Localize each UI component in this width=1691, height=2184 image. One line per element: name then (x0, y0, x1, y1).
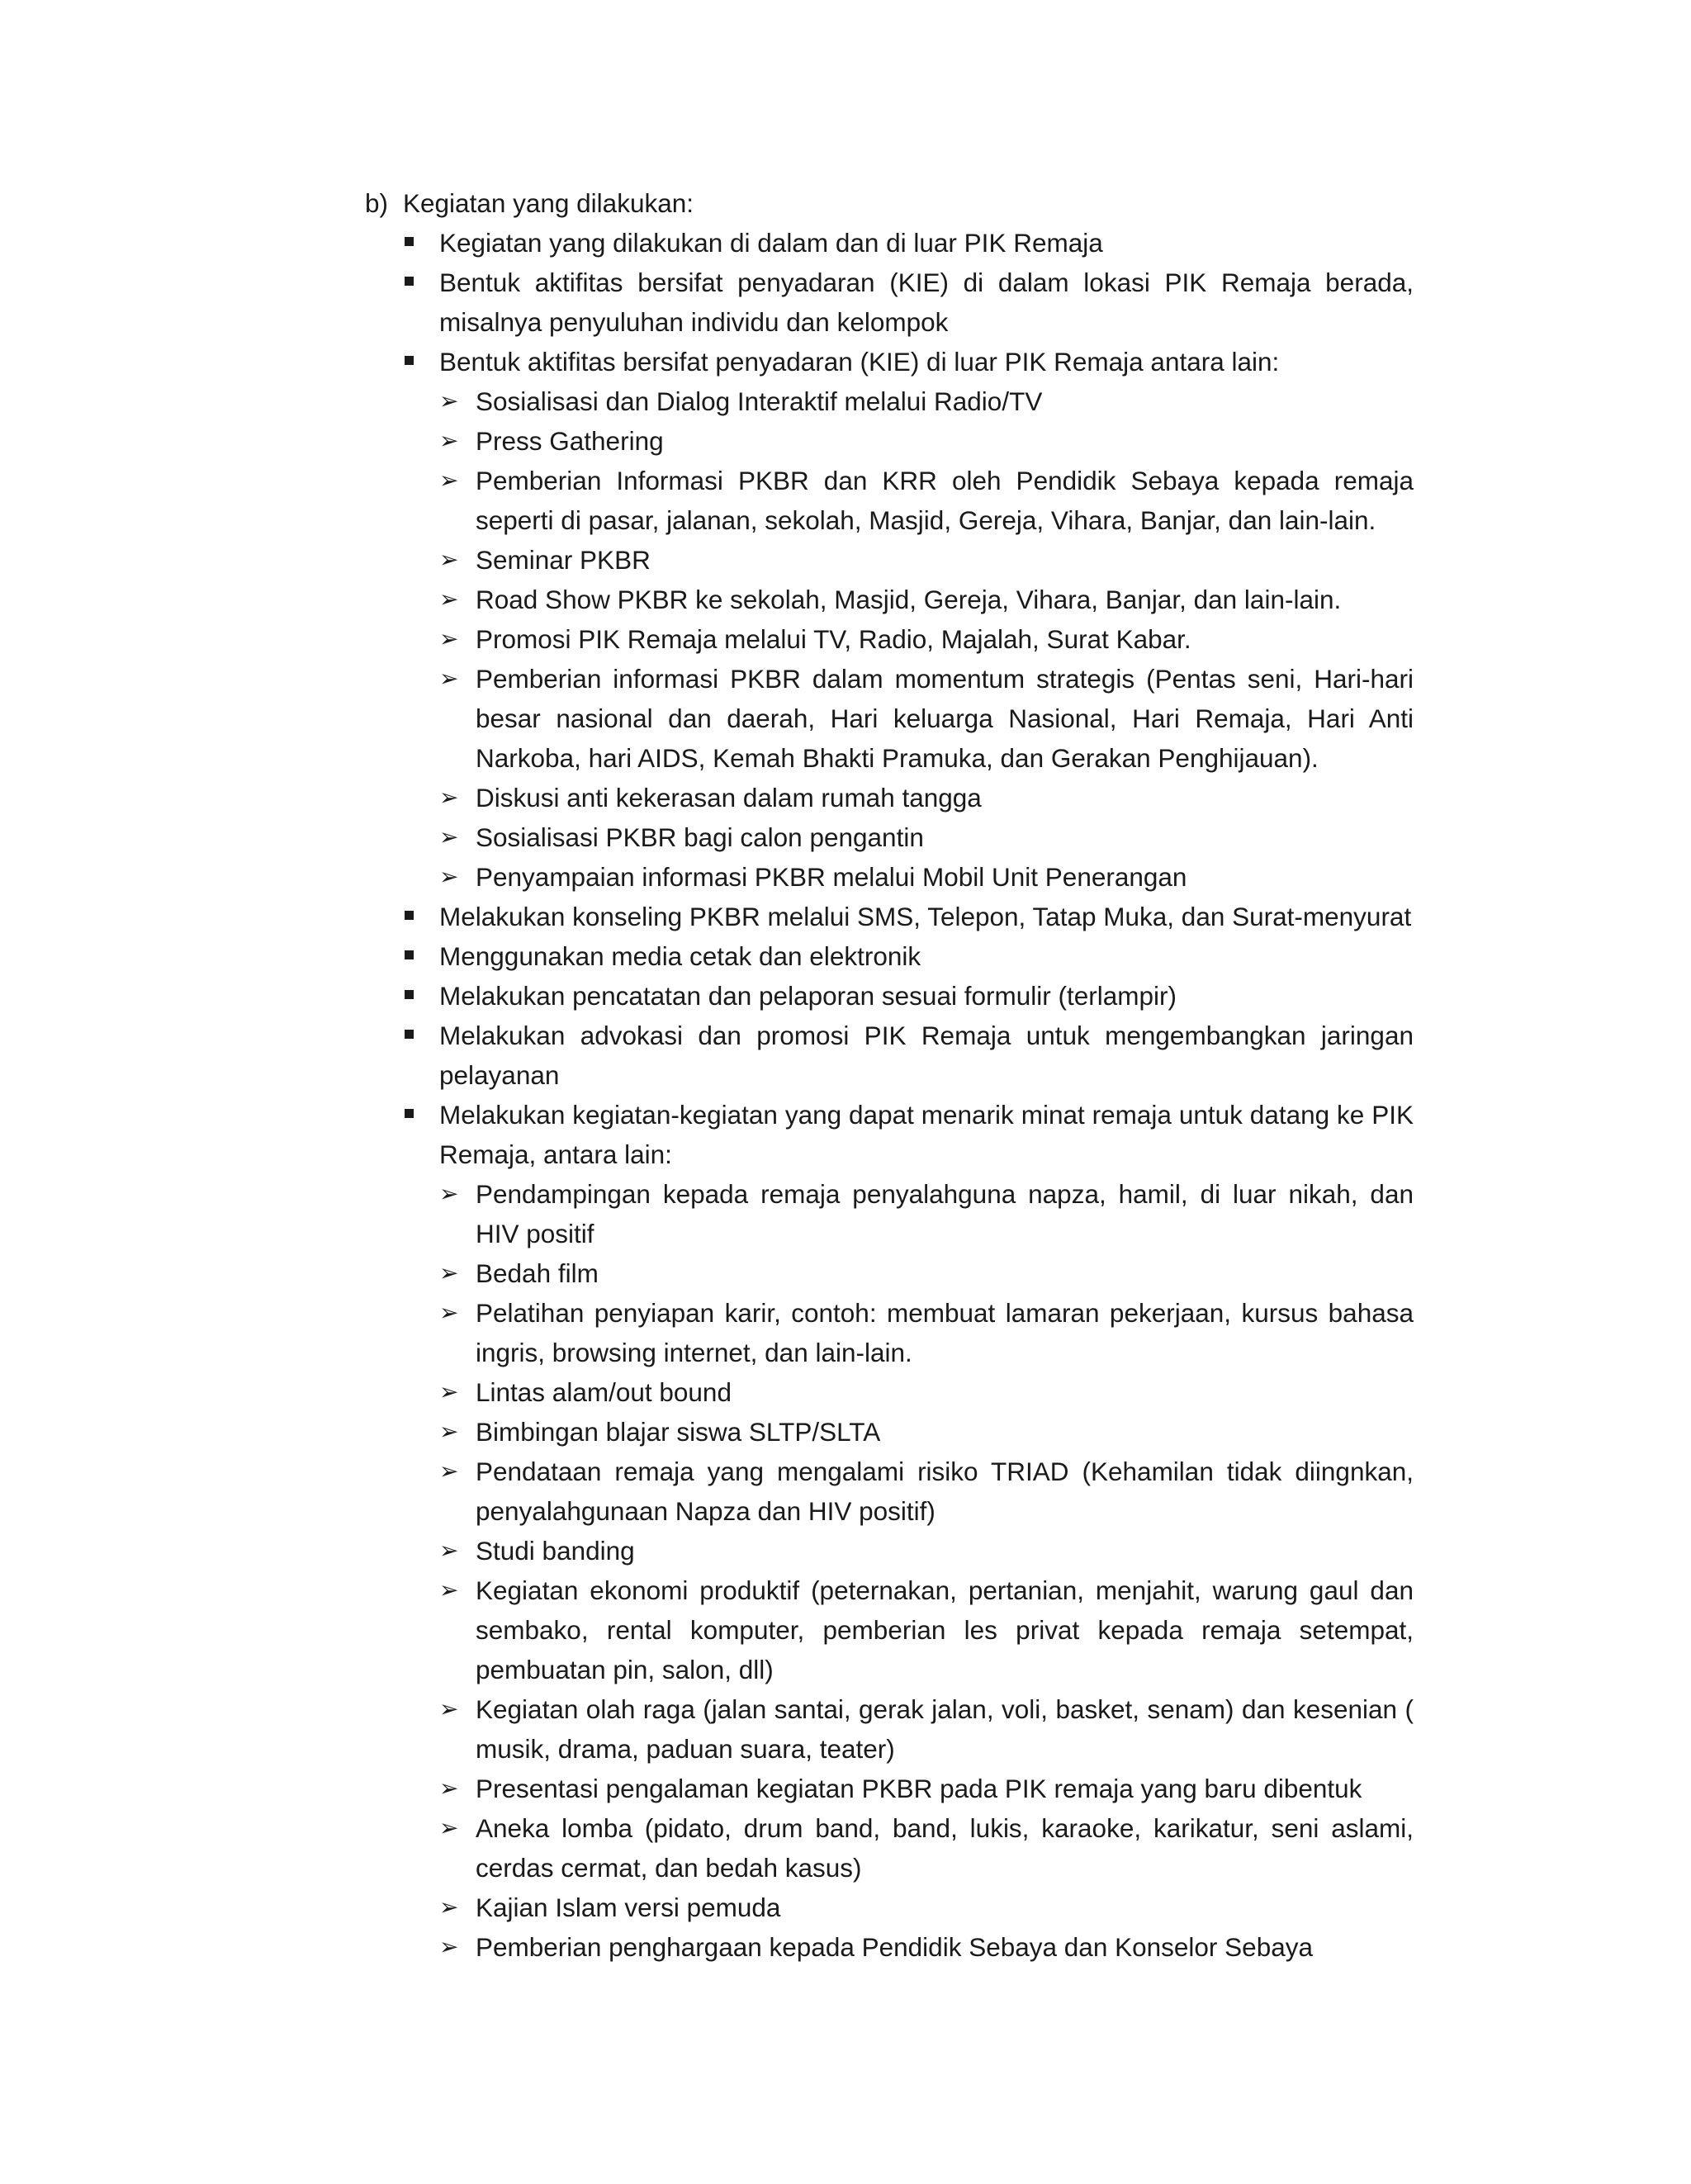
sub-list-item (439, 461, 1414, 540)
sub-list-item (439, 1412, 1414, 1452)
arrow-bullet-icon: ➢ (439, 1814, 459, 1841)
sub-list-item (439, 1174, 1414, 1253)
arrow-bullet-icon: ➢ (439, 585, 459, 613)
arrow-bullet-icon: ➢ (439, 625, 459, 652)
list-item-text: Presentasi pengalaman kegiatan PKBR pada PIK remaja yang baru dibentuk (476, 1774, 1362, 1803)
list-item-text: Kegiatan olah raga (jalan santai, gerak jalan, voli, basket, senam) dan kesenian ( musik, drama, paduan suara, teater) (476, 1694, 1414, 1764)
list-item-text: Sosialisasi dan Dialog Interaktif melalui Radio/TV (476, 386, 1043, 416)
sub-list-item (439, 1888, 1414, 1927)
list-item (405, 223, 1414, 263)
sub-list-item (439, 1452, 1414, 1531)
sub-list-item (439, 817, 1414, 857)
list-item (405, 263, 1414, 342)
list-item-text: Pemberian informasi PKBR dalam momentum strategis (Pentas seni, Hari-hari besar nasional dan daerah, Hari keluarga Nasional, Hari Remaja, Hari Anti Narkoba, hari AIDS, Kemah Bhakti Pramuka, dan Gerakan Penghijauan). (476, 664, 1414, 773)
list-item-text: Lintas alam/out bound (476, 1377, 732, 1407)
sub-list-item (439, 1531, 1414, 1570)
arrow-bullet-icon: ➢ (439, 665, 459, 692)
arrow-bullet-icon: ➢ (439, 1774, 459, 1802)
sub-list-item (439, 1372, 1414, 1412)
sub-list-item (439, 778, 1414, 817)
square-bullet-icon (405, 950, 414, 959)
sub-list-item (439, 381, 1414, 421)
list-item-text: Melakukan kegiatan-kegiatan yang dapat menarik minat remaja untuk datang ke PIK Remaja, antara lain: (439, 1100, 1414, 1169)
list-item-text: Bedah film (476, 1258, 599, 1288)
list-item-text: Sosialisasi PKBR bagi calon pengantin (476, 822, 924, 852)
list-item-text: Pemberian penghargaan kepada Pendidik Sebaya dan Konselor Sebaya (476, 1932, 1313, 1962)
list-item-text: Melakukan konseling PKBR melalui SMS, Telepon, Tatap Muka, dan Surat-menyurat (439, 902, 1412, 931)
section-marker: b) (365, 188, 389, 218)
arrow-bullet-icon: ➢ (439, 546, 459, 573)
square-bullet-icon (405, 277, 414, 286)
list-item (405, 1095, 1414, 1174)
arrow-bullet-icon: ➢ (439, 1418, 459, 1445)
list-item-text: Penyampaian informasi PKBR melalui Mobil Unit Penerangan (476, 862, 1187, 892)
sub-list-item (439, 659, 1414, 778)
list-item (405, 342, 1414, 381)
square-bullet-icon (405, 356, 414, 365)
arrow-bullet-icon: ➢ (439, 1299, 459, 1326)
arrow-bullet-icon: ➢ (439, 1576, 459, 1604)
list-item-text: Seminar PKBR (476, 545, 651, 575)
arrow-bullet-icon: ➢ (439, 467, 459, 494)
sub-list-item (439, 1808, 1414, 1888)
sub-list-item (439, 1689, 1414, 1769)
list-item-text: Pendataan remaja yang mengalami risiko TRIAD (Kehamilan tidak diingnkan, penyalahgunaan Napza dan HIV positif) (476, 1457, 1414, 1526)
list-item (405, 1016, 1414, 1095)
sub-list-item (439, 1769, 1414, 1808)
list-item (405, 936, 1414, 976)
arrow-bullet-icon: ➢ (439, 1180, 459, 1207)
list-item-text: Press Gathering (476, 426, 664, 456)
list-item-text: Aneka lomba (pidato, drum band, band, lukis, karaoke, karikatur, seni aslami, cerdas cermat, dan bedah kasus) (476, 1813, 1414, 1883)
square-bullet-icon (405, 911, 414, 920)
sub-list-item (439, 540, 1414, 580)
arrow-bullet-icon: ➢ (439, 1933, 459, 1960)
sub-list-item (439, 1927, 1414, 1967)
square-bullet-icon (405, 237, 414, 246)
list-item-text: Diskusi anti kekerasan dalam rumah tangga (476, 783, 982, 812)
list-item-text: Bimbingan blajar siswa SLTP/SLTA (476, 1417, 881, 1447)
sub-list-item (439, 1253, 1414, 1293)
list-item-text: Pendampingan kepada remaja penyalahguna napza, hamil, di luar nikah, dan HIV positif (476, 1179, 1414, 1248)
list-item-text: Promosi PIK Remaja melalui TV, Radio, Majalah, Surat Kabar. (476, 624, 1191, 654)
list-item-text: Kegiatan ekonomi produktif (peternakan, pertanian, menjahit, warung gaul dan sembako, rental komputer, pemberian les privat kepada remaja setempat, pembuatan pin, salon, dll) (476, 1575, 1414, 1684)
activity-list (405, 223, 1414, 1967)
list-item (405, 897, 1414, 936)
list-item-text: Pelatihan penyiapan karir, contoh: membuat lamaran pekerjaan, kursus bahasa ingris, browsing internet, dan lain-lain. (476, 1298, 1414, 1367)
square-bullet-icon (405, 1109, 414, 1118)
section-heading (365, 183, 694, 223)
sub-list-item (439, 1570, 1414, 1689)
sub-list-item (439, 421, 1414, 461)
arrow-bullet-icon: ➢ (439, 1378, 459, 1405)
square-bullet-icon (405, 1030, 414, 1039)
arrow-bullet-icon: ➢ (439, 387, 459, 415)
arrow-bullet-icon: ➢ (439, 1259, 459, 1286)
sub-list-item (439, 580, 1414, 619)
arrow-bullet-icon: ➢ (439, 1457, 459, 1485)
sub-list-item (439, 1293, 1414, 1372)
arrow-bullet-icon: ➢ (439, 1695, 459, 1722)
arrow-bullet-icon: ➢ (439, 1537, 459, 1564)
square-bullet-icon (405, 990, 414, 999)
list-item-text: Melakukan pencatatan dan pelaporan sesuai formulir (terlampir) (439, 981, 1177, 1011)
arrow-bullet-icon: ➢ (439, 863, 459, 890)
list-item-text: Melakukan advokasi dan promosi PIK Remaja untuk mengembangkan jaringan pelayanan (439, 1021, 1414, 1090)
list-item-text: Bentuk aktifitas bersifat penyadaran (KIE) di dalam lokasi PIK Remaja berada, misalnya penyuluhan individu dan kelompok (439, 268, 1414, 337)
list-item-text: Pemberian Informasi PKBR dan KRR oleh Pendidik Sebaya kepada remaja seperti di pasar, jalanan, sekolah, Masjid, Gereja, Vihara, Banjar, dan lain-lain. (476, 466, 1414, 535)
sub-list-item (439, 619, 1414, 659)
sub-list-item (439, 857, 1414, 897)
arrow-bullet-icon: ➢ (439, 823, 459, 850)
list-item-text: Bentuk aktifitas bersifat penyadaran (KIE) di luar PIK Remaja antara lain: (439, 347, 1280, 377)
section-heading-text: Kegiatan yang dilakukan: (403, 188, 694, 218)
list-item-text: Kegiatan yang dilakukan di dalam dan di luar PIK Remaja (439, 228, 1103, 258)
arrow-bullet-icon: ➢ (439, 1893, 459, 1921)
list-item-text: Kajian Islam versi pemuda (476, 1893, 781, 1922)
arrow-bullet-icon: ➢ (439, 784, 459, 811)
list-item-text: Road Show PKBR ke sekolah, Masjid, Gereja, Vihara, Banjar, dan lain-lain. (476, 585, 1342, 614)
list-item-text: Menggunakan media cetak dan elektronik (439, 941, 921, 971)
arrow-bullet-icon: ➢ (439, 427, 459, 454)
list-item-text: Studi banding (476, 1536, 635, 1566)
list-item (405, 976, 1414, 1016)
